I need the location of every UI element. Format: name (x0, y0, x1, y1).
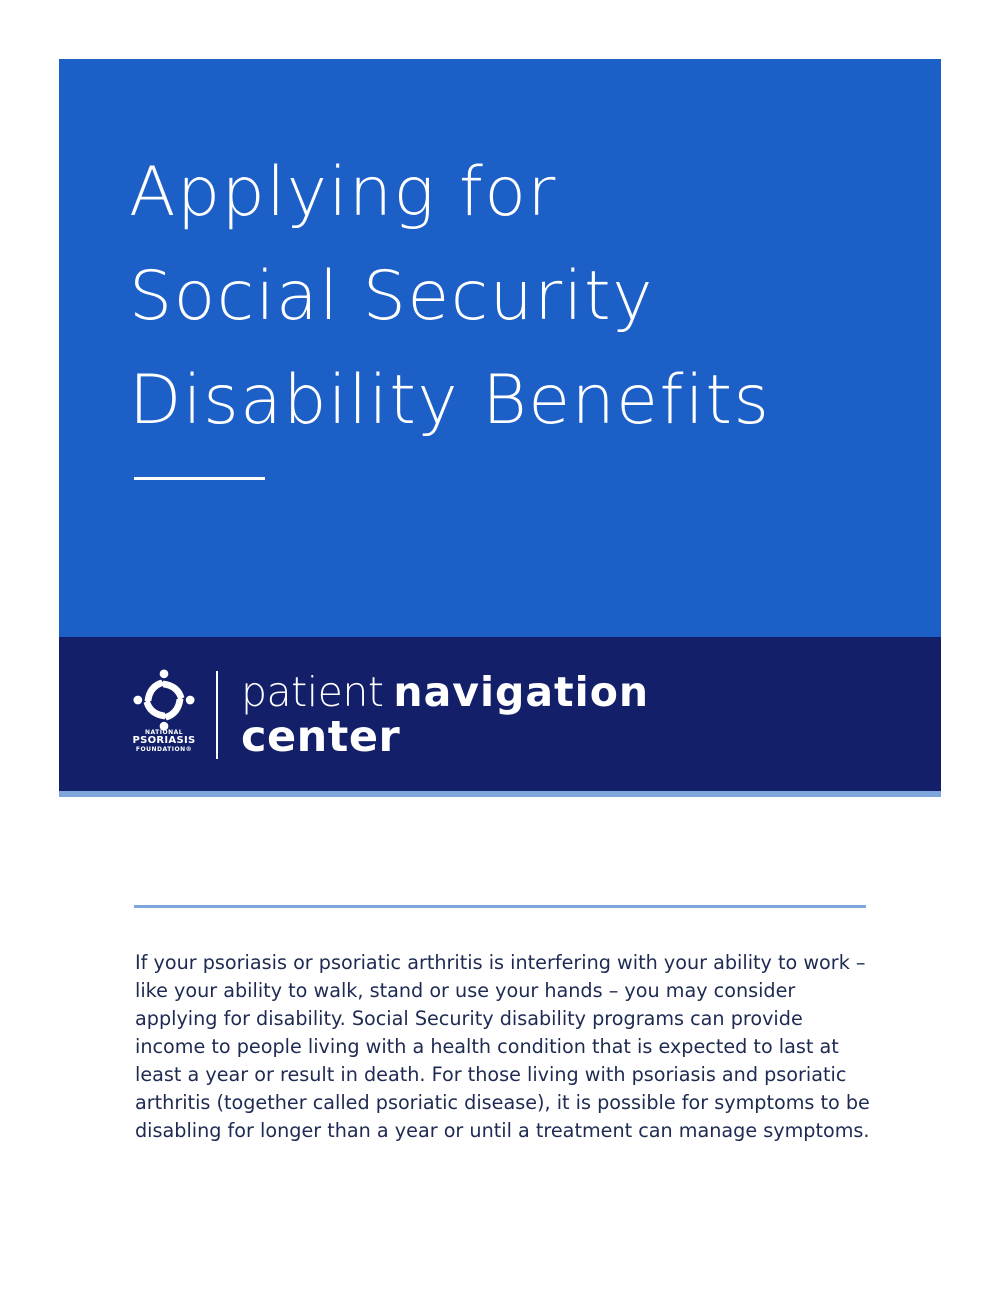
npf-line-psoriasis: PSORIASIS (132, 735, 196, 747)
title-underline (134, 477, 265, 480)
document-title (129, 141, 770, 453)
intro-paragraph: If your psoriasis or psoriatic arthritis is interfering with your ability to work – like your ability to walk, stand or use your hands – you may consider applying for disability. Social Security disability programs can provide income to people living with a health condition that is expected to last at least a year or result in death. For those living with psoriasis and psoriatic arthritis (together called psoriatic disease), it is possible for symptoms to be disabling for longer than a year or until a treatment can manage symptoms. (135, 951, 870, 1142)
title-line-3: Disability Benefits (129, 361, 771, 440)
npf-line-foundation: FOUNDATION® (135, 745, 193, 753)
cover-hero (59, 59, 941, 637)
pnc-word-center: center (241, 712, 401, 762)
pnc-word-navigation: navigation (393, 668, 650, 716)
npf-line-national: NATIONAL (144, 729, 184, 736)
band-accent-strip (59, 791, 941, 797)
branding-band (59, 637, 941, 791)
title-line-1: Applying for (129, 153, 557, 232)
patient-navigation-center-wordmark (241, 668, 650, 762)
logo-divider (216, 671, 218, 759)
pnc-word-patient: patient (241, 668, 384, 716)
npf-figures-logo-icon (133, 669, 195, 731)
title-line-2: Social Security (129, 257, 654, 336)
npf-wordmark (121, 730, 207, 753)
section-divider (134, 905, 866, 908)
pnc-row-1 (241, 669, 649, 715)
